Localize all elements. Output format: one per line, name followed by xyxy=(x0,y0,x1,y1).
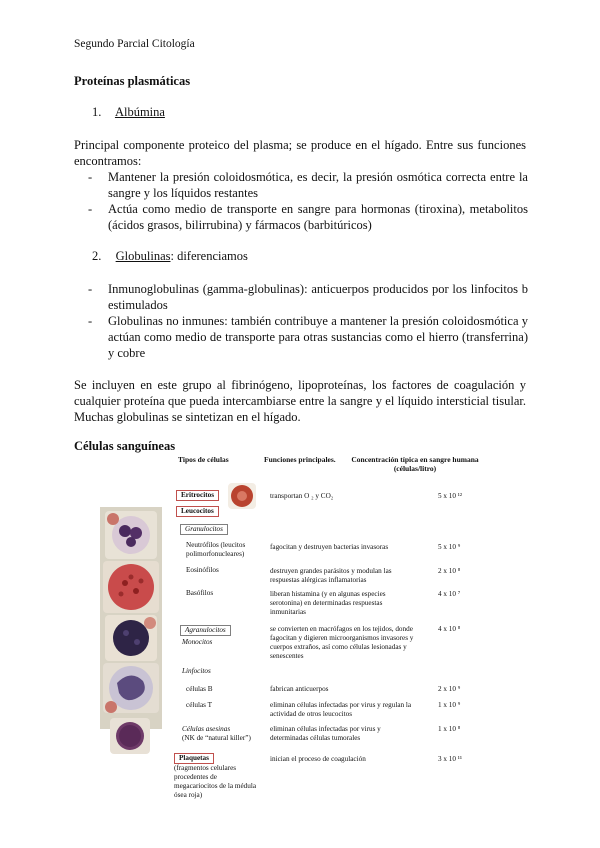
column-header-types: Tipos de células xyxy=(178,455,229,464)
basophil-image xyxy=(105,615,157,661)
leukocytes-label: Leucocitos xyxy=(176,506,219,517)
nk-cells-concentration: 1 x 10 ⁸ xyxy=(438,725,461,733)
nk-cells-label: Células asesinas (NK de “natural killer”) xyxy=(182,725,251,742)
neutrophil-image xyxy=(105,511,157,559)
platelets-concentration: 3 x 10 ¹¹ xyxy=(438,755,463,763)
eosinophil-image xyxy=(103,561,159,613)
lymphocytes-label: Linfocitos xyxy=(182,667,211,675)
item-number: 2. xyxy=(92,249,102,263)
item-suffix: : diferenciamos xyxy=(170,249,248,263)
basophils-concentration: 4 x 10 ⁷ xyxy=(438,590,461,598)
neutrophils-label: Neutrófilos (leucitos polimorfonucleares) xyxy=(186,541,246,558)
t-cells-function: eliminan células infectadas por virus y regulan la actividad de otros leucocitos xyxy=(270,701,412,718)
lymphocyte-image xyxy=(110,718,150,754)
section-heading-plasma-proteins: Proteínas plasmáticas xyxy=(74,74,191,88)
platelets-function: inician el proceso de coagulación xyxy=(270,755,366,763)
section-heading-blood-cells: Células sanguíneas xyxy=(74,439,176,453)
b-cells-label: células B xyxy=(186,685,213,693)
basophils-function: liberan histamina (y en algunas especies serotonina) en determinadas respuestas inmunitarias xyxy=(270,590,386,616)
globulins-list xyxy=(88,281,528,361)
column-header-concentration: Concentración típica en sangre humana (células/litro) xyxy=(351,455,479,473)
neutrophils-concentration: 5 x 10 ⁹ xyxy=(438,543,461,551)
list-item: - Actúa como medio de transporte en sangre para hormonas (tiroxina), metabolitos (ácidos grasos, bilirrubina) y fármacos (barbitúricos) xyxy=(88,202,528,232)
erythrocytes-label: Eritrocitos xyxy=(176,490,219,501)
numbered-item-albumin xyxy=(92,105,165,120)
erythrocytes-function: transportan O ₂ y CO₂ xyxy=(270,492,334,500)
erythrocyte-image xyxy=(228,483,256,509)
list-item: - Mantener la presión coloidosmótica, es decir, la presión osmótica correcta entre la sangre y los líquidos restantes xyxy=(88,170,528,200)
item-label: Globulinas xyxy=(115,249,171,263)
monocytes-function: se convierten en macrófagos en los tejidos, donde fagocitan y digieren microorganismos invasores y cuerpos extraños, así como células lesionadas y senescentes xyxy=(270,625,414,660)
erythrocytes-concentration: 5 x 10 ¹² xyxy=(438,492,463,500)
monocytes-concentration: 4 x 10 ⁸ xyxy=(438,625,461,633)
t-cells-concentration: 1 x 10 ⁹ xyxy=(438,701,461,709)
eosinophils-label: Eosinófilos xyxy=(186,566,219,574)
platelets-label: Plaquetas (fragmentos celulares procedentes de megacariocitos de la médula ósea roja) xyxy=(174,754,257,799)
granulocytes-label: Granulocitos xyxy=(180,524,228,535)
albumin-intro: Principal componente proteico del plasma; se produce en el hígado. Entre sus funciones encontramos: xyxy=(74,138,526,168)
item-number: 1. xyxy=(92,105,102,119)
neutrophils-function: fagocitan y destruyen bacterias invasoras xyxy=(270,543,389,551)
monocytes-label: Monocitos xyxy=(182,638,213,646)
b-cells-concentration: 2 x 10 ⁹ xyxy=(438,685,461,693)
list-item: - Globulinas no inmunes: también contribuye a mantener la presión coloidosmótica y actúan como medio de transporte para otras sustancias como el hierro (transferrina) y cobre xyxy=(88,314,528,360)
globulins-closing-paragraph: Se incluyen en este grupo al fibrinógeno, lipoproteínas, los factores de coagulación y cualquier proteína que pueda intercambiarse entre la sangre y el líquido intersticial tisular. Muchas globulinas se sintetizan en el hígado. xyxy=(74,378,526,424)
numbered-item-globulins xyxy=(92,249,248,264)
basophils-label: Basófilos xyxy=(186,589,214,597)
blood-cells-table xyxy=(100,455,500,805)
list-item: - Inmunoglobulinas (gamma-globulinas): anticuerpos producidos por los linfocitos b estimulados xyxy=(88,282,528,312)
item-label: Albúmina xyxy=(114,105,165,119)
albumin-functions-list xyxy=(88,169,528,233)
column-header-functions: Funciones principales. xyxy=(264,455,336,464)
nk-cells-function: eliminan células infectadas por virus y determinadas células tumorales xyxy=(270,725,381,742)
page-header: Segundo Parcial Citología xyxy=(74,38,195,50)
t-cells-label: células T xyxy=(186,701,213,709)
b-cells-function: fabrican anticuerpos xyxy=(270,685,329,693)
eosinophils-concentration: 2 x 10 ⁸ xyxy=(438,567,461,575)
monocyte-image xyxy=(103,663,159,713)
eosinophils-function: destruyen grandes parásitos y modulan las respuestas alérgicas inflamatorias xyxy=(270,567,392,584)
agranulocytes-label: Agranulocitos xyxy=(180,625,231,636)
